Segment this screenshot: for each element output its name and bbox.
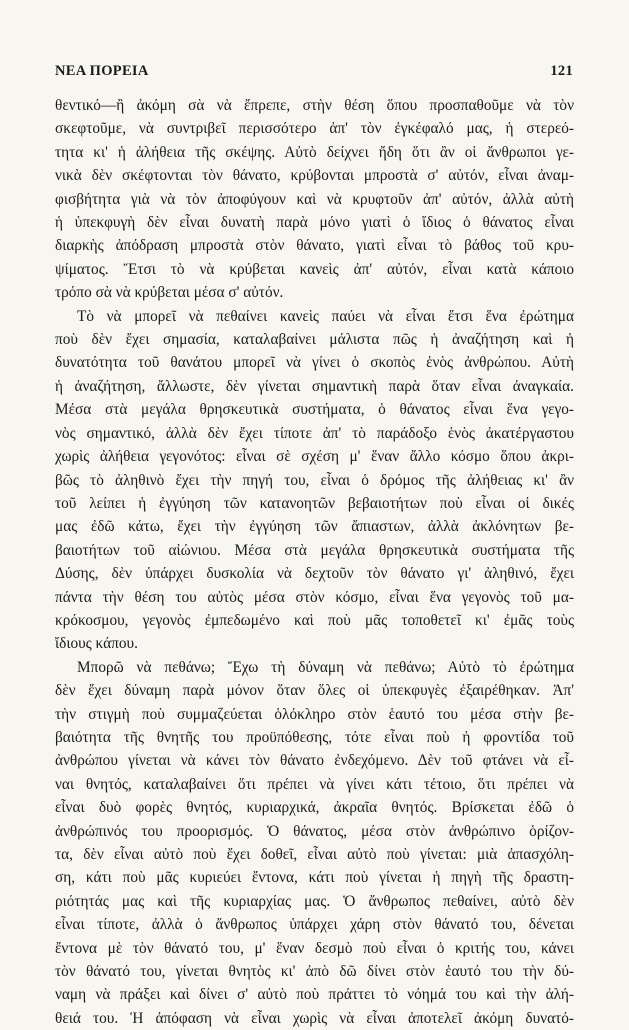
text-line: ναμη νὰ πράξει καὶ δίνει σ' αὐτὸ ποὺ πράττει τὸ νόημά του καὶ τὴν ἀλή- [55, 986, 574, 1004]
text-line: εἶναι δυὸ φορὲς θνητός, κυριαρχικά, ἀκραῖα θνητός. Βρίσκεται ἐδῶ ὁ [55, 799, 574, 817]
text-line: νὸς σημαντικό, ἀλλὰ δὲν ἔχει τίποτε ἀπ' τὸ παράδοξο ἑνὸς ἀκατέργαστου [55, 424, 574, 442]
page-number: 121 [550, 63, 573, 79]
running-head [55, 63, 573, 80]
paragraph [55, 305, 574, 656]
text-line: ἀνθρώπου γίνεται νὰ κάνει τὸν θάνατο ἐνδεχόμενο. Δὲν τοῦ φτάνει νὰ εἶ- [55, 752, 574, 770]
text-line: θεντικό—ἢ ἀκόμη σὰ νὰ ἔπρεπε, στὴν θέση ὅπου προσπαθοῦμε νὰ τὸν [55, 97, 574, 114]
text-line: ναι θνητός, καταλαβαίνει ὅτι πρέπει νὰ γίνει κάτι τέτοιο, ὅτι πρέπει νὰ [55, 775, 574, 793]
text-line: Τὸ νὰ μπορεῖ νὰ πεθαίνει κανεὶς παύει νὰ εἶναι ἔτσι ἕνα ἐρώτημα [77, 307, 574, 325]
text-line: ποὺ δὲν ἔχει σημασία, καταλαβαίνει μάλιστα πῶς ἡ ἀναζήτηση καὶ ἡ [55, 331, 574, 349]
text-line: χωρὶς ἀλήθεια γεγονότος: εἶναι σὲ σχέση μ' ἕναν ἄλλο κόσμο ὅπου ἀκρι- [55, 448, 574, 466]
text-line: ἔντονα μὲ τὸν θάνατό του, μ' ἕναν δεσμὸ ποὺ εἶναι ὁ κριτής του, κάνει [55, 939, 574, 957]
text-line: τοῦ λείπει ἡ ἐγγύηση τῶν κατανοητῶν βεβαιοτήτων ποὺ εἶναι οἱ δικές [55, 494, 574, 512]
text-line: δυνατότητα τοῦ θανάτου μπορεῖ νὰ γίνει ὁ σκοπὸς ἑνὸς ἀνθρώπου. Αὐτὴ [55, 354, 574, 372]
text-line: ση, κάτι ποὺ μᾶς κυριεύει ἔντονα, κάτι ποὺ γίνεται ἡ πηγὴ τῆς δραστη- [55, 869, 574, 887]
text-line: τρόπο σὰ νὰ κρύβεται μέσα σ' αὐτόν. [55, 284, 284, 302]
text-line: σκεφτοῦμε, νὰ συντριβεῖ περισσότερο ἀπ' τὸν ἐγκέφαλό μας, ἡ στερεό- [55, 120, 574, 138]
text-line: βαιοτήτων τοῦ αἰώνιου. Μέσα στὰ μεγάλα θρησκευτικὰ συστήματα τῆς [55, 541, 574, 559]
paragraph [55, 94, 574, 305]
text-line: θειά του. Ἡ ἀπόφαση νὰ εἶναι χωρὶς νὰ εἶναι ἀποτελεῖ ἀκόμη δυνατό- [55, 1009, 574, 1027]
text-line: Δύσης, δὲν ὑπάρχει δυσκολία νὰ δεχτοῦν τὸν θάνατο γι' ἀληθινό, ἔχει [55, 565, 574, 583]
text-line: δὲν ἔχει δύναμη παρὰ μόνον ὅταν ὅλες οἱ ὑπεκφυγὲς ἐξαιρέθηκαν. Ἀπ' [55, 682, 574, 700]
text-line: ἡ ὑπεκφυγὴ δὲν εἶναι δυνατὴ παρὰ μόνο γιατὶ ὁ ἴδιος ὁ θάνατος εἶναι [55, 214, 574, 232]
running-head-title: ΝΕΑ ΠΟΡΕΙΑ [55, 63, 149, 79]
text-line: Μπορῶ νὰ πεθάνω; Ἔχω τὴ δύναμη νὰ πεθάνω; Αὐτὸ τὸ ἐρώτημα [77, 658, 574, 676]
text-line: τητα κι' ἡ ἀλήθεια τῆς σκέψης. Αὐτὸ δείχνει ἤδη ὅτι ἂν οἱ ἄνθρωποι γε- [55, 143, 574, 161]
text-line: βῶς τὸ ἀληθινὸ ἔχει τὴν πηγή του, εἶναι ὁ δρόμος τῆς ἀλήθειας κι' ἂν [55, 471, 574, 489]
text-line: βαιότητα τῆς θνητῆς του προϋπόθεσης, τότε εἶναι ποὺ ἡ φροντίδα τοῦ [55, 728, 574, 746]
text-line: νικὰ δὲν σκέφτονται τὸν θάνατο, κρύβονται μπροστὰ σ' αὐτόν, εἶναι ἀναμ- [55, 167, 574, 185]
text-line: τὸν θάνατό του, γίνεται θνητὸς κι' ἀπὸ δῶ δίνει στὸν ἑαυτό του τὴν δύ- [55, 963, 574, 981]
body-text [55, 94, 574, 1030]
text-line: ἀνθρώπινός του προορισμός. Ὁ θάνατος, μέσα στὸν ἀνθρώπινο ὁρίζον- [55, 822, 574, 840]
text-line: μας ἐδῶ κάτω, ἔχει τὴν ἐγγύηση τῶν ἄπιαστων, ἀλλὰ ἀκλόνητων βε- [55, 518, 574, 536]
text-line: ψίματος. Ἔτσι τὸ νὰ κρύβεται κανεὶς ἀπ' αὐτόν, εἶναι κατὰ κάποιο [55, 260, 574, 278]
text-line: διαρκὴς ἀπόδραση μπροστὰ στὸν θάνατο, γιατὶ εἶναι τὸ βάθος τοῦ κρυ- [55, 237, 574, 255]
text-line: ἴδιους κάπου. [55, 635, 138, 653]
text-line: τὴν στιγμὴ ποὺ συμμαζεύεται ὁλόκληρο στὸν ἑαυτό του μέσα στὴν βε- [55, 705, 574, 723]
text-line: ριότητάς μας καὶ τῆς κυριαρχίας μας. Ὁ ἄνθρωπος πεθαίνει, αὐτὸ δὲν [55, 892, 574, 910]
paragraph [55, 656, 574, 1030]
text-line: ἡ ἀναζήτηση, ἄλλωστε, δὲν γίνεται σημαντικὴ παρὰ ὅταν εἶναι ἀναγκαία. [55, 377, 574, 395]
text-line: πάντα τὴν θέση του αὐτὸς μέσα στὸν κόσμο, εἶναι ἕνα γεγονὸς τοῦ μα- [55, 588, 574, 606]
text-line: κρόκοσμου, γεγονὸς ἐμπεδωμένο καὶ ποὺ μᾶς τοποθετεῖ κι' ἐμᾶς τοὺς [55, 611, 574, 629]
text-line: τα, δὲν εἶναι αὐτὸ ποὺ ἔχει δοθεῖ, εἶναι αὐτὸ ποὺ γίνεται: μιὰ ἀπασχόλη- [55, 846, 574, 863]
text-line: Μέσα στὰ μεγάλα θρησκευτικὰ συστήματα, ὁ θάνατος εἶναι ἕνα γεγο- [55, 401, 574, 419]
text-line: εἶναι τίποτε, ἀλλὰ ὁ ἄνθρωπος ὑπάρχει χάρη στὸν θάνατό του, δένεται [55, 916, 574, 934]
text-line: φισβήτητα γιὰ νὰ τὸν ἀποφύγουν καὶ νὰ κρυφτοῦν ἀπ' αὐτόν, ἀλλὰ αὐτὴ [55, 190, 574, 208]
